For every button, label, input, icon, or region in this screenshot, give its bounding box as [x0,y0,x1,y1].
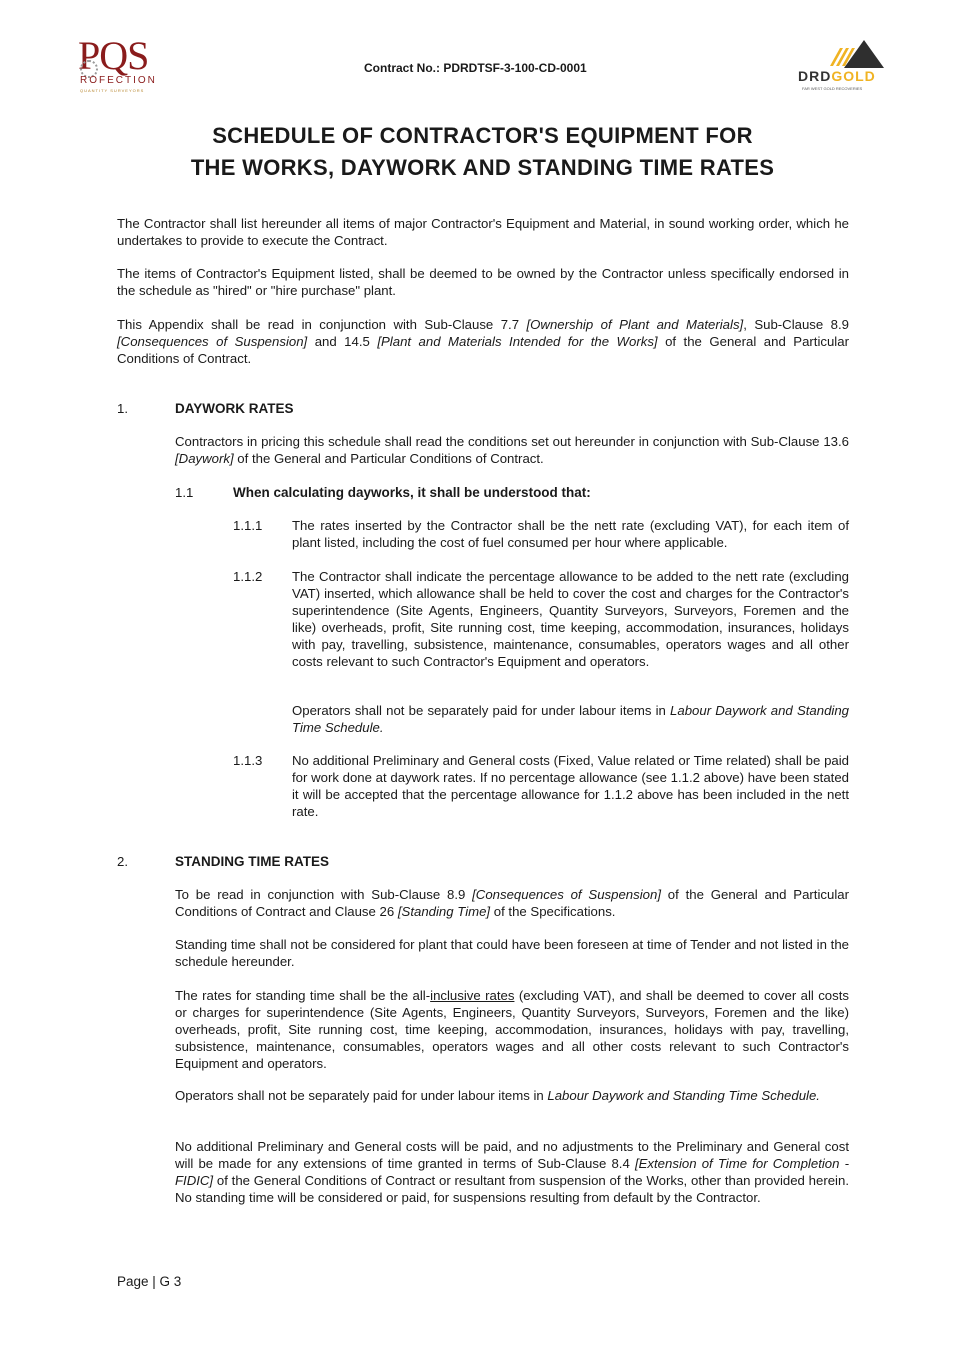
title-line-1: SCHEDULE OF CONTRACTOR'S EQUIPMENT FOR [212,123,753,148]
section-1-heading: DAYWORK RATES [175,401,294,416]
section-2-paragraph-3 [175,987,849,1072]
clause-ref: [Ownership of Plant and Materials] [526,317,744,332]
section-2-paragraph-5 [175,1138,849,1206]
drdgold-subtitle: FAR WEST GOLD RECOVERIES [802,86,863,91]
mountain-icon [826,40,886,68]
section-2-paragraph-2: Standing time shall not be considered for plant that could have been foreseen at time of Tender and not listed in the schedule hereunder. [175,937,849,969]
schedule-ref: Labour Daywork and Standing Time Schedule. [292,703,850,735]
text: (excluding VAT), and shall be deemed to cover all costs or charges for superintendence (Site Agents, Engineers, Quantity Surveyors, Surveyors, Foremen and the like) overheads, profit, Site running cost, time keeping, accommodation, insurances, holidays with pay, travelling, subsistence, maintenance, consumables, operators wages and all other costs relevant to such Contractor's Equipment and operators. [175,988,849,1071]
intro-paragraph-3 [117,316,849,367]
logo-line1: ROFECTION [80,75,157,86]
title-line-2: THE WORKS, DAYWORK AND STANDING TIME RATES [190,155,775,180]
section-2-heading: STANDING TIME RATES [175,854,329,869]
text: of the General and Particular Conditions of Contract. [117,334,849,366]
text: To be read in conjunction with Sub-Clause 8.9 [175,887,473,902]
clause-ref: [Consequences of Suspension] [472,887,661,902]
schedule-ref: Labour Daywork and Standing Time Schedule. [547,1088,820,1103]
wordmark-part1: DRD [798,68,832,84]
clause-ref: [Consequences of Suspension] [117,334,308,349]
logo-line2: QUANTITY SURVEYORS [80,88,145,93]
wordmark-part2: GOLD [831,68,876,84]
text: of the Specifications. [490,904,616,919]
section-1-paragraph [175,433,849,467]
item-1-1-2-extra [292,702,849,736]
text: and 14.5 [307,334,378,349]
clause-ref: [Extension of Time for Completion - FIDIC] [175,1156,849,1188]
text: This Appendix shall be read in conjunction with Sub-Clause 7.7 [117,317,527,332]
text: of the General and Particular Conditions of Contract. [233,451,544,466]
section-1-number: 1. [117,401,128,416]
text: Contractors in pricing this schedule shall read the conditions set out hereunder in conjunction with Sub-Clause 13.6 [175,434,849,449]
text: The rates for standing time shall be the all- [175,988,431,1003]
section-2-number: 2. [117,854,128,869]
text: of the General Conditions of Contract or resultant from suspension of the Works, other than provided herein. No standing time will be considered or paid, for suspensions resulting from default by the Contractor. [175,1173,849,1205]
page-header [0,0,965,100]
subsection-1-1-heading: When calculating dayworks, it shall be understood that: [233,485,591,500]
item-1-1-2-number: 1.1.2 [233,569,263,584]
page-number: Page | G 3 [117,1274,182,1289]
item-1-1-3-text: No additional Preliminary and General costs (Fixed, Value related or Time related) shall be paid for work done at daywork rates. If no percentage allowance (see 1.1.2 above) have been stated it will be accepted that the percentage allowance for 1.1.2 above has been included in the nett rate. [292,753,849,819]
item-1-1-2-text: The Contractor shall indicate the percentage allowance to be added to the nett rate (excluding VAT) inserted, which allowance shall be held to cover the cost and charges for the Contractor's superintendence (Site Agents, Engineers, Quantity Surveyors, Surveyors, Foremen and the like) overheads, profit, Site running cost, time keeping, accommodation, insurances, holidays with pay, travelling, subsistence, maintenance, consumables, operators wages and all other costs relevant to such Contractor's Equipment and operators. [292,569,849,669]
page-title [0,120,965,184]
section-2-paragraph-1 [175,886,849,920]
clause-ref: [Plant and Materials Intended for the Works] [377,334,658,349]
item-1-1-1-text: The rates inserted by the Contractor shall be the nett rate (excluding VAT), for each item of plant listed, including the cost of fuel consumed per hour where applicable. [292,518,849,550]
intro-paragraph-2: The items of Contractor's Equipment listed, shall be deemed to be owned by the Contractor unless specifically endorsed in the schedule as "hired" or "hire purchase" plant. [117,266,849,298]
subsection-1-1-number: 1.1 [175,485,194,500]
clause-ref: [Daywork] [175,451,234,466]
logo-main-text: PQS [78,33,149,78]
drdgold-logo [798,40,890,92]
contract-number: Contract No.: PDRDTSF-3-100-CD-0001 [364,61,587,75]
text: Operators shall not be separately paid for under labour items in [292,703,671,718]
drdgold-wordmark [798,69,876,83]
underlined-term: inclusive rates [430,988,515,1003]
text: of the General and Particular Conditions of Contract and Clause 26 [175,887,849,919]
text: , Sub-Clause 8.9 [743,317,849,332]
intro-paragraph-1: The Contractor shall list hereunder all items of major Contractor's Equipment and Material, in sound working order, which he undertakes to provide to execute the Contract. [117,216,849,248]
text: No additional Preliminary and General costs will be paid, and no adjustments to the Preliminary and General cost will be made for any extensions of time granted in terms of Sub-Clause 8.4 [175,1139,849,1171]
item-1-1-1-number: 1.1.1 [233,518,263,533]
text: Operators shall not be separately paid for under labour items in [175,1088,548,1103]
item-1-1-3-number: 1.1.3 [233,753,263,768]
clause-ref: [Standing Time] [397,904,491,919]
pqs-logo [78,33,168,95]
section-2-paragraph-4 [175,1087,849,1104]
